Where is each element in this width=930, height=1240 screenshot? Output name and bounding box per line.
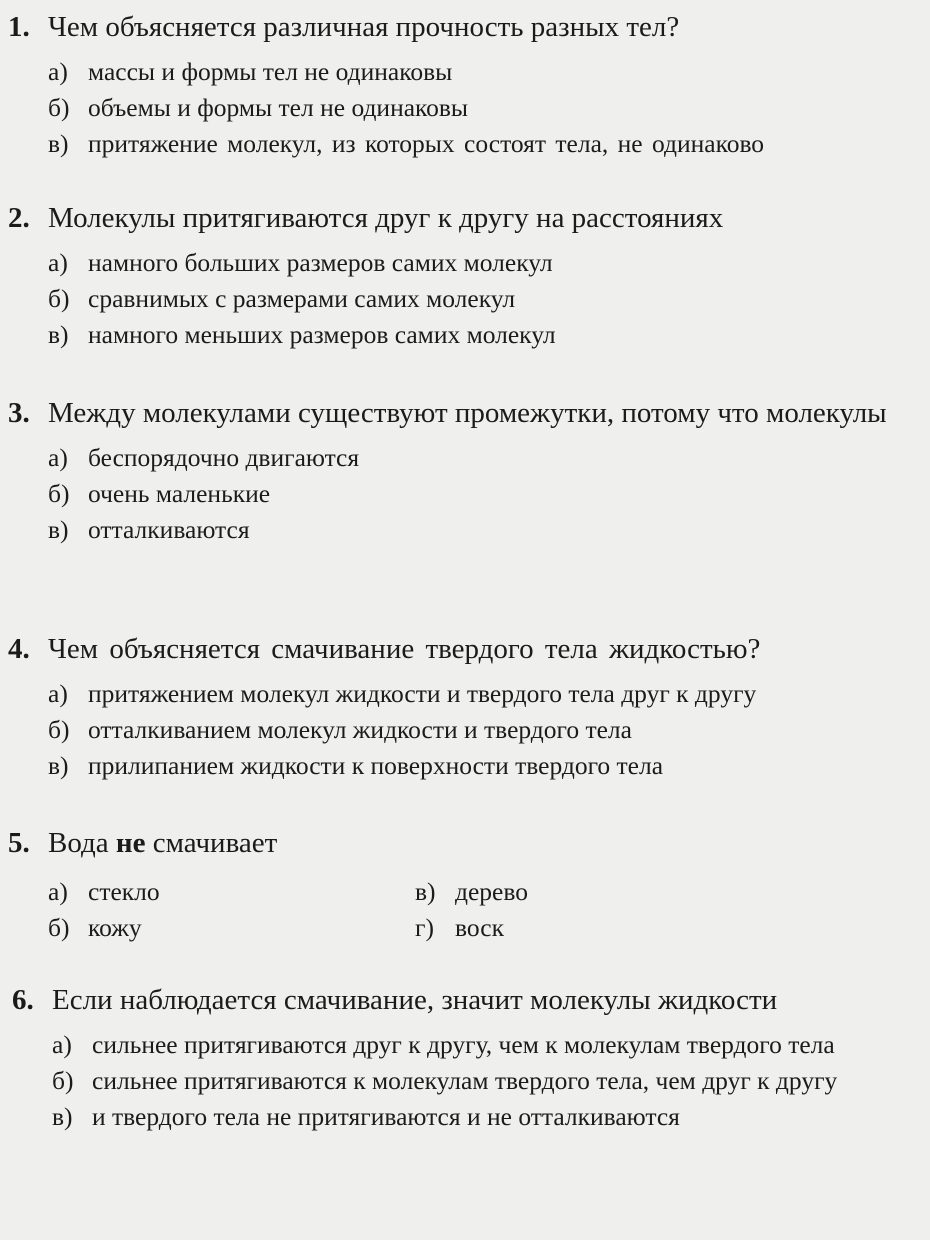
option-label: в)	[415, 877, 436, 906]
option-text: и твердого тела не притягиваются и не отталкиваются	[92, 1102, 680, 1131]
answer-option	[0, 245, 930, 281]
question-text: Между молекулами существуют промежутки, потому что молекулы	[48, 397, 887, 429]
answer-option	[0, 90, 930, 126]
answer-option	[0, 317, 930, 353]
question-text-part: смачивает	[152, 827, 278, 859]
question-4	[0, 630, 930, 784]
answer-option	[0, 712, 930, 748]
option-label: в)	[48, 129, 69, 158]
answer-option	[415, 910, 830, 946]
answer-option	[0, 910, 415, 946]
option-text: сильнее притягиваются друг к другу, чем к молекулам твердого тела	[92, 1030, 835, 1059]
question-number: 1.	[8, 11, 30, 43]
option-label: б)	[48, 715, 70, 744]
question-number: 2.	[8, 202, 30, 234]
answer-option	[0, 748, 930, 784]
option-label: в)	[48, 515, 69, 544]
option-text: притяжение молекул, из которых состоят тела, не одинаково	[88, 129, 765, 158]
option-text: массы и формы тел не одинаковы	[88, 57, 453, 86]
question-number: 4.	[8, 633, 30, 665]
option-text: кожу	[88, 913, 142, 942]
question-2	[0, 199, 930, 353]
option-text: объемы и формы тел не одинаковы	[88, 93, 469, 122]
option-text: очень маленькие	[88, 479, 271, 508]
answer-option	[0, 676, 930, 712]
answer-option	[0, 54, 930, 90]
answer-option	[415, 874, 830, 910]
option-text: воск	[455, 913, 504, 942]
option-text: беспорядочно двигаются	[88, 443, 360, 472]
option-text: отталкиваются	[88, 515, 250, 544]
question-text: Молекулы притягиваются друг к другу на расстояниях	[48, 202, 724, 234]
option-text: дерево	[455, 877, 528, 906]
option-label: б)	[48, 284, 70, 313]
answer-option	[0, 281, 930, 317]
question-number: 5.	[8, 827, 30, 859]
question-number: 3.	[8, 397, 30, 429]
option-label: а)	[48, 57, 68, 86]
option-text: притяжением молекул жидкости и твердого тела друг к другу	[88, 679, 757, 708]
answer-option	[0, 512, 930, 548]
question-text-part: Вода	[48, 827, 109, 859]
answer-option	[0, 874, 415, 910]
option-label: б)	[48, 913, 70, 942]
option-label: а)	[52, 1030, 72, 1059]
option-label: б)	[48, 479, 70, 508]
option-text: намного больших размеров самих молекул	[88, 248, 553, 277]
option-label: в)	[48, 320, 69, 349]
question-number: 6.	[12, 984, 34, 1016]
question-text: Чем объясняется различная прочность разных тел?	[48, 11, 680, 43]
question-text	[48, 824, 896, 862]
option-label: б)	[48, 93, 70, 122]
question-6	[0, 981, 930, 1135]
option-label: в)	[52, 1102, 73, 1131]
question-5	[0, 824, 930, 946]
option-text: стекло	[88, 877, 160, 906]
question-text: Если наблюдается смачивание, значит молекулы жидкости	[52, 984, 778, 1016]
question-1	[0, 8, 930, 162]
option-label: а)	[48, 248, 68, 277]
option-label: а)	[48, 877, 68, 906]
option-label: г)	[415, 913, 434, 942]
option-text: отталкиванием молекул жидкости и твердого тела	[88, 715, 632, 744]
answer-option	[0, 1027, 930, 1063]
question-text: Чем объясняется смачивание твердого тела жидкостью?	[48, 633, 761, 665]
answer-option	[0, 1063, 930, 1099]
answer-option	[0, 126, 930, 162]
option-label: а)	[48, 679, 68, 708]
option-label: а)	[48, 443, 68, 472]
question-3	[0, 394, 930, 548]
option-text: прилипанием жидкости к поверхности твердого тела	[88, 751, 664, 780]
answer-option	[0, 476, 930, 512]
answer-option	[0, 440, 930, 476]
answer-option	[0, 1099, 930, 1135]
option-text: сравнимых с размерами самих молекул	[88, 284, 516, 313]
option-label: в)	[48, 751, 69, 780]
option-text: сильнее притягиваются к молекулам твердого тела, чем друг к другу	[92, 1066, 838, 1095]
question-text-emphasis: не	[115, 827, 146, 859]
option-text: намного меньших размеров самих молекул	[88, 320, 556, 349]
option-label: б)	[52, 1066, 74, 1095]
